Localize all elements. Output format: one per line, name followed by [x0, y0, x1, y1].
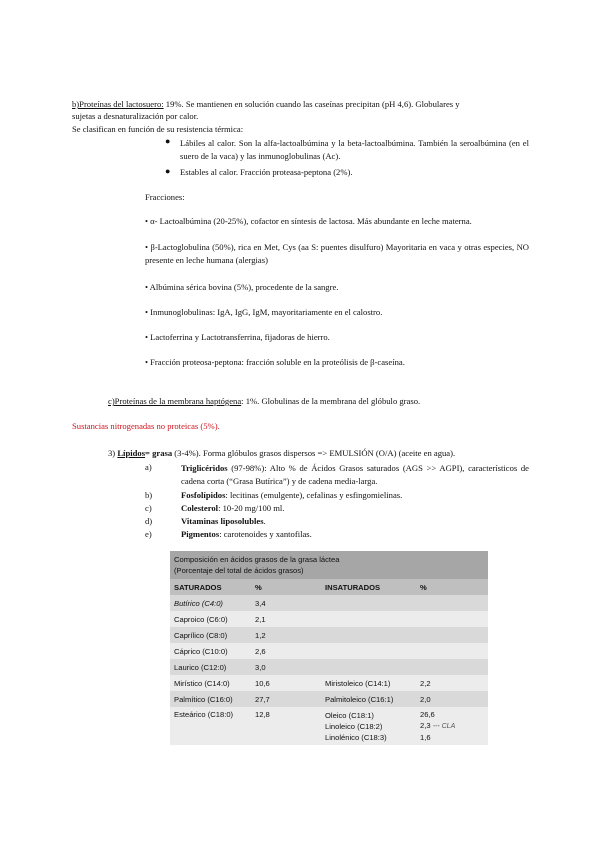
- sat-pct: 10,6: [251, 675, 321, 691]
- bullet-dot-icon: ●: [165, 166, 171, 176]
- bullet-dot-icon: ●: [165, 136, 171, 146]
- lipid-item-bold: Pigmentos: [181, 529, 220, 539]
- header-saturated: SATURADOS: [170, 579, 251, 595]
- sat-name: Palmítico (C16:0): [170, 691, 251, 707]
- lipid-item-text: .: [263, 516, 266, 526]
- whey-bullet-labile: Lábiles al calor. Son la alfa-lactoalbúmina y la beta-lactoalbúmina. También la seroalbúmina (en el suero de la vaca) y las inmunoglobulinas (Ac).: [180, 138, 529, 161]
- lipids-heading: [108, 448, 455, 458]
- table-title-cell: [170, 551, 488, 579]
- lipid-item-cholesterol: [181, 503, 284, 513]
- sat-pct: 2,6: [251, 643, 321, 659]
- fatty-acid-table: [170, 551, 488, 745]
- membrane-title: c)Proteínas de la membrana haptógena: [108, 396, 242, 406]
- sat-pct: 1,2: [251, 627, 321, 643]
- lipid-item-vitamins: [181, 516, 266, 526]
- fraction-item: • Lactoferrina y Lactotransferrina, fijadoras de hierro.: [145, 332, 330, 342]
- table-row: [170, 691, 488, 707]
- cla-note: --- CLA: [432, 723, 456, 730]
- lipid-item-triglycerides: [181, 462, 529, 487]
- table-row: [170, 707, 488, 745]
- ins-name: Miristoleico (C14:1): [321, 675, 416, 691]
- ins-pct-cla: [420, 720, 488, 732]
- sat-pct: 27,7: [251, 691, 321, 707]
- header-pct: %: [416, 579, 488, 595]
- lipid-item-phospholipids: [181, 490, 402, 500]
- ins-pct: 2,2: [416, 675, 488, 691]
- lipid-item-bold: Vitaminas liposolubles: [181, 516, 264, 526]
- lipids-title: Lípidos: [117, 448, 146, 458]
- membrane-text: : 1%. Globulinas de la membrana del glóbulo graso.: [241, 396, 421, 406]
- whey-classify: Se clasifican en función de su resistencia térmica:: [72, 124, 244, 134]
- sat-pct: 2,1: [251, 611, 321, 627]
- table-row: [170, 659, 488, 675]
- sat-name: Esteárico (C18:0): [170, 707, 251, 745]
- fraction-item: • β-Lactoglobulina (50%), rica en Met, Cys (aa S: puentes disulfuro) Mayoritaria en vaca y otras especies, NO presente en leche humana (alergias): [145, 242, 529, 265]
- lipid-item-bold: Colesterol: [181, 503, 219, 513]
- ins-name-group: [321, 707, 416, 745]
- whey-intro-line1: [72, 99, 460, 109]
- table-subtitle: (Porcentaje del total de ácidos grasos): [174, 566, 304, 575]
- ins-pct: 2,0: [416, 691, 488, 707]
- sat-name: Laurico (C12:0): [170, 659, 251, 675]
- ins-pct-group: [416, 707, 488, 745]
- table-row: [170, 611, 488, 627]
- lipids-text: (3-4%). Forma glóbulos grasos dispersos => EMULSIÓN (O/A) (aceite en agua).: [172, 448, 456, 458]
- whey-title: b)Proteínas del lactosuero:: [72, 99, 164, 109]
- lipid-item-text: : carotenoides y xantofilas.: [219, 529, 312, 539]
- table-header-row: [170, 579, 488, 595]
- lipids-number: 3): [108, 448, 116, 458]
- table-row: [170, 627, 488, 643]
- lipid-letter: e): [145, 529, 152, 539]
- header-pct: %: [251, 579, 321, 595]
- sat-pct: 3,0: [251, 659, 321, 675]
- lipid-item-bold: Triglicéridos: [181, 463, 228, 473]
- sat-name: Cáprico (C10:0): [170, 643, 251, 659]
- whey-intro-text: 19%. Se mantienen en solución cuando las caseínas precipitan (pH 4,6). Globulares y: [163, 99, 460, 109]
- lipid-letter: d): [145, 516, 153, 526]
- header-unsaturated: INSATURADOS: [321, 579, 416, 595]
- lipid-item-pigments: [181, 529, 312, 539]
- sat-name: Mirístico (C14:0): [170, 675, 251, 691]
- lipid-item-text: : 10-20 mg/100 ml.: [218, 503, 285, 513]
- fraction-item: • Albúmina sérica bovina (5%), procedente de la sangre.: [145, 282, 339, 292]
- whey-intro-line2: sujetas a desnaturalización por calor.: [72, 111, 199, 121]
- sat-name: Caprílico (C8:0): [170, 627, 251, 643]
- table-row: [170, 675, 488, 691]
- lipid-letter: b): [145, 490, 153, 500]
- sat-pct: 3,4: [251, 595, 321, 611]
- nonprotein-heading: Sustancias nitrogenadas no proteicas (5%).: [72, 421, 220, 431]
- whey-bullet-stable: Estables al calor. Fracción proteasa-peptona (2%).: [180, 167, 353, 177]
- membrane-line: [108, 396, 420, 406]
- ins-name: Linoleico (C18:2): [325, 721, 383, 731]
- lipid-letter: c): [145, 503, 152, 513]
- fraction-item: • Inmunoglobulinas: IgA, IgG, IgM, mayoritariamente en el calostro.: [145, 307, 383, 317]
- ins-name: Palmitoleico (C16:1): [321, 691, 416, 707]
- sat-name: Caproico (C6:0): [170, 611, 251, 627]
- lipids-eq: = grasa: [145, 448, 173, 458]
- fractions-title: Fracciones:: [145, 192, 185, 202]
- sat-pct: 12,8: [251, 707, 321, 745]
- ins-pct: 2,3: [420, 721, 431, 730]
- fraction-item: • Fracción proteosa-peptona: fracción soluble en la proteólisis de β-caseína.: [145, 357, 405, 367]
- lipid-item-bold: Fosfolípidos: [181, 490, 226, 500]
- lipid-item-text: : lecitinas (emulgente), cefalinas y esfingomielinas.: [225, 490, 403, 500]
- sat-name: Butírico (C4:0): [170, 595, 251, 611]
- table-row: [170, 595, 488, 611]
- ins-name: Linolénico (C18:3): [325, 732, 387, 742]
- ins-name: Oleico (C18:1): [325, 710, 374, 720]
- lipid-letter: a): [145, 462, 152, 472]
- ins-pct: 26,6: [420, 710, 435, 719]
- table-title: Composición en ácidos grasos de la grasa láctea: [174, 555, 340, 564]
- lipid-item-text: (97-98%): Alto % de Ácidos Grasos saturados (AGS >> AGPI), característicos de cadena corta (“Grasa Butírica”) y de cadena media-larga.: [181, 463, 529, 486]
- ins-pct: 1,6: [420, 733, 431, 742]
- table-row: [170, 643, 488, 659]
- table-title-row: [170, 551, 488, 579]
- fraction-item: • α- Lactoalbúmina (20-25%), cofactor en síntesis de lactosa. Más abundante en leche materna.: [145, 216, 472, 226]
